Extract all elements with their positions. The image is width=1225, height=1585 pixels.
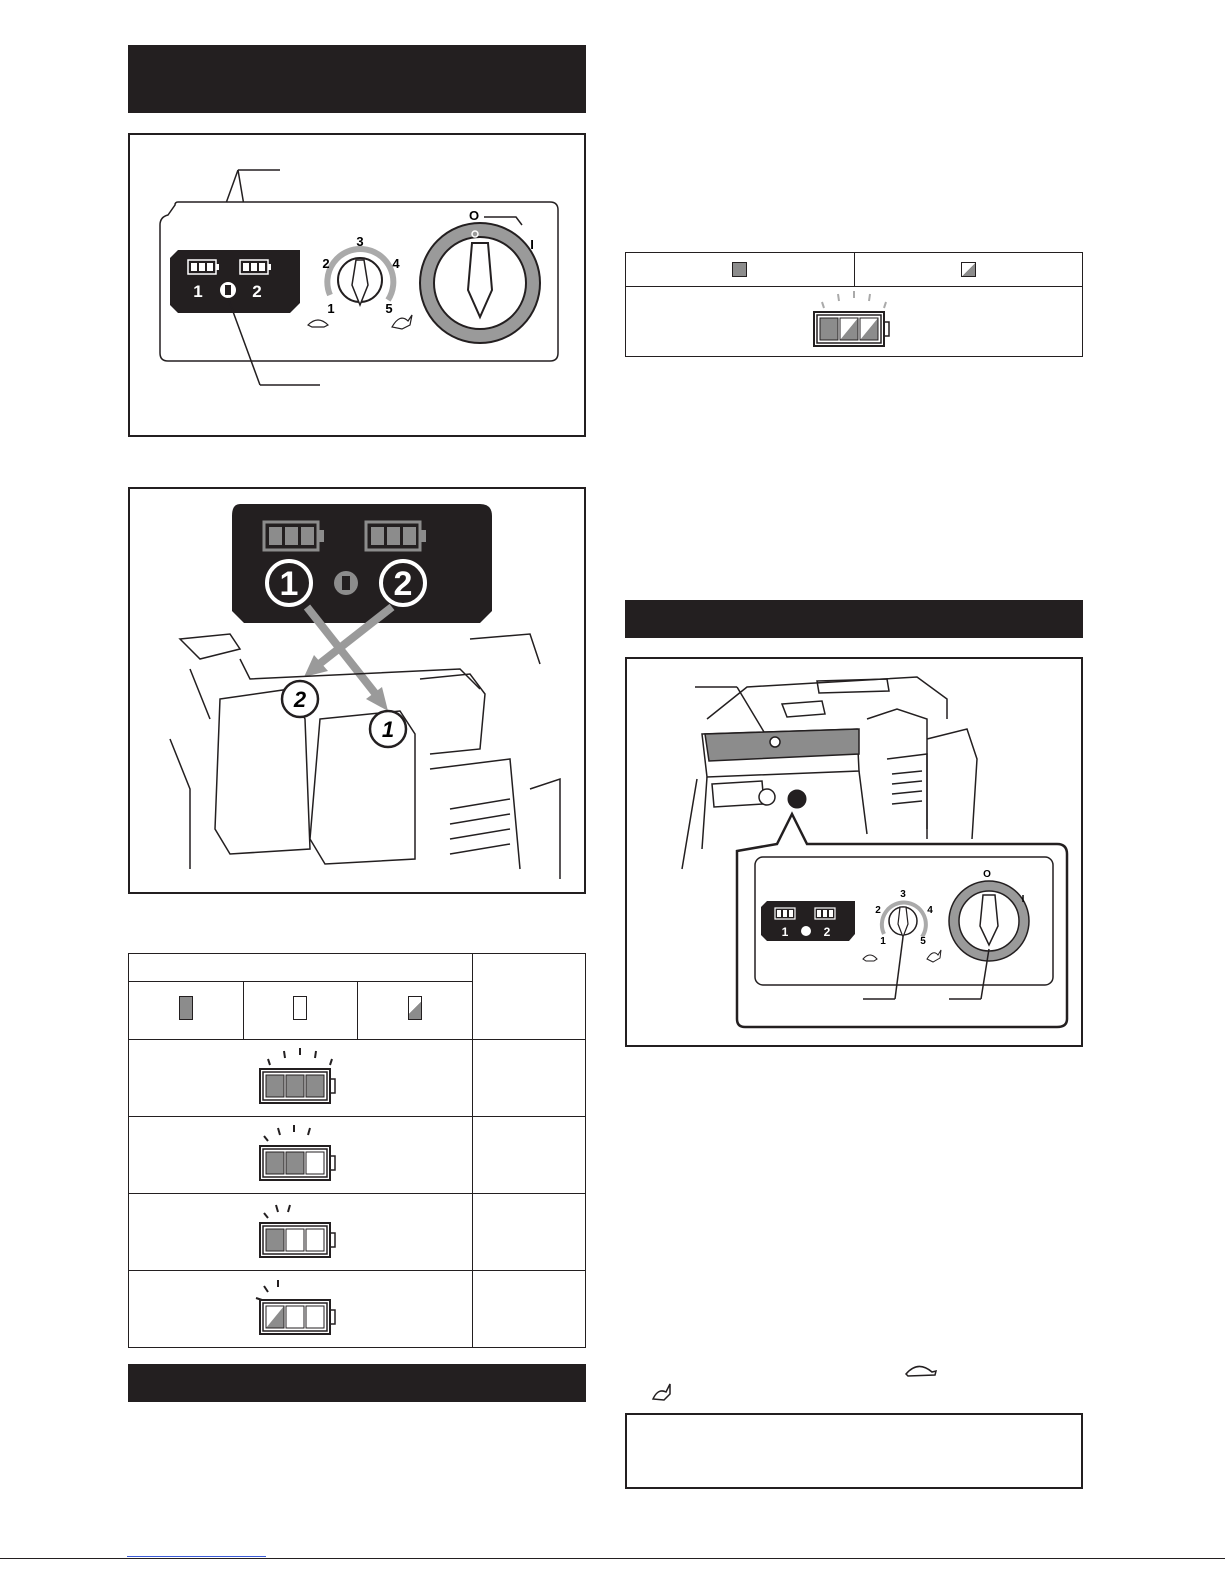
switch-on-mark: I xyxy=(1021,894,1025,905)
dial-digit-2: 2 xyxy=(322,256,330,271)
dial-digit-2: 2 xyxy=(875,905,881,916)
overheat-indicator-table xyxy=(625,252,1083,357)
dial-digit-3: 3 xyxy=(900,889,906,900)
dial-digit-5: 5 xyxy=(385,301,393,316)
turtle-icon xyxy=(902,1360,940,1380)
switch-off-mark: O xyxy=(983,869,991,880)
slot-number-right: 1 xyxy=(381,717,395,742)
battery-bay-drawing xyxy=(170,634,560,879)
battery-number-1: 1 xyxy=(193,282,203,301)
control-panel-illustration xyxy=(130,135,584,435)
figure-control-panel xyxy=(128,133,586,437)
lamp-blink-header xyxy=(854,253,1083,287)
switch-on-mark: I xyxy=(530,237,534,252)
battery-overheat-icon xyxy=(804,288,904,350)
battery-3-bars-icon xyxy=(250,1045,350,1107)
capacity-cell-2 xyxy=(472,1117,585,1194)
switch-off-mark: O xyxy=(468,208,480,223)
small-switch-icon xyxy=(788,790,806,808)
battery-1-bar-icon xyxy=(250,1199,350,1261)
note-box xyxy=(625,1413,1083,1489)
remaining-capacity-header xyxy=(472,954,585,1040)
rabbit-icon xyxy=(650,1382,676,1404)
battery-number-1: 1 xyxy=(279,565,299,603)
dial-digit-1: 1 xyxy=(327,301,335,316)
footer-link-underline[interactable] xyxy=(127,1555,266,1557)
lit-lamp-icon xyxy=(732,262,747,277)
battery-alert-lamp-icon xyxy=(220,282,236,298)
slot-number-left: 2 xyxy=(293,687,307,712)
level-row-empty xyxy=(129,1271,473,1348)
dial-digit-3: 3 xyxy=(356,234,364,249)
battery-slots-illustration xyxy=(130,489,584,892)
machine-overview-illustration xyxy=(627,659,1081,1045)
battery-2-bars-icon xyxy=(250,1122,350,1184)
level-row-full xyxy=(129,1040,473,1117)
dial-digit-1: 1 xyxy=(880,936,886,947)
capacity-cell-3 xyxy=(472,1194,585,1271)
battery-blinking-bar-icon xyxy=(250,1276,350,1338)
capacity-cell-1 xyxy=(472,1040,585,1117)
blinking-lamp-icon xyxy=(961,262,976,277)
blinking-lamp-icon xyxy=(408,996,422,1020)
section-header-bar-3 xyxy=(625,600,1083,638)
power-switch-dial[interactable] xyxy=(420,223,540,343)
level-row-one xyxy=(129,1194,473,1271)
dial-digit-5: 5 xyxy=(920,936,926,947)
battery-level-table xyxy=(128,953,586,1348)
lit-lamp-icon xyxy=(179,996,193,1020)
dial-digit-4: 4 xyxy=(392,256,400,271)
battery-number-1: 1 xyxy=(781,925,789,939)
lamp-blink-cell xyxy=(358,982,473,1040)
battery-number-2: 2 xyxy=(393,565,413,603)
dial-digit-4: 4 xyxy=(927,905,933,916)
footer-rule xyxy=(0,1558,1225,1560)
vacuum-body-drawing xyxy=(682,677,977,869)
small-dial-icon xyxy=(759,789,775,805)
power-button-icon[interactable] xyxy=(770,737,780,747)
off-lamp-icon xyxy=(293,996,307,1020)
top-handle-panel xyxy=(705,729,859,761)
capacity-cell-4 xyxy=(472,1271,585,1348)
lamp-off-cell xyxy=(243,982,358,1040)
battery-alert-lamp-icon xyxy=(801,926,811,936)
section-header-bar-1 xyxy=(128,45,586,113)
lamp-status-header xyxy=(129,954,473,982)
lamp-lit-cell xyxy=(129,982,244,1040)
battery-number-2: 2 xyxy=(252,282,262,301)
figure-machine-overview xyxy=(625,657,1083,1047)
lamp-lit-header xyxy=(626,253,855,287)
level-row-two xyxy=(129,1117,473,1194)
battery-number-2: 2 xyxy=(823,925,831,939)
overheat-indicator-row xyxy=(626,287,1083,357)
figure-battery-slots xyxy=(128,487,586,894)
section-header-bar-2 xyxy=(128,1364,586,1402)
